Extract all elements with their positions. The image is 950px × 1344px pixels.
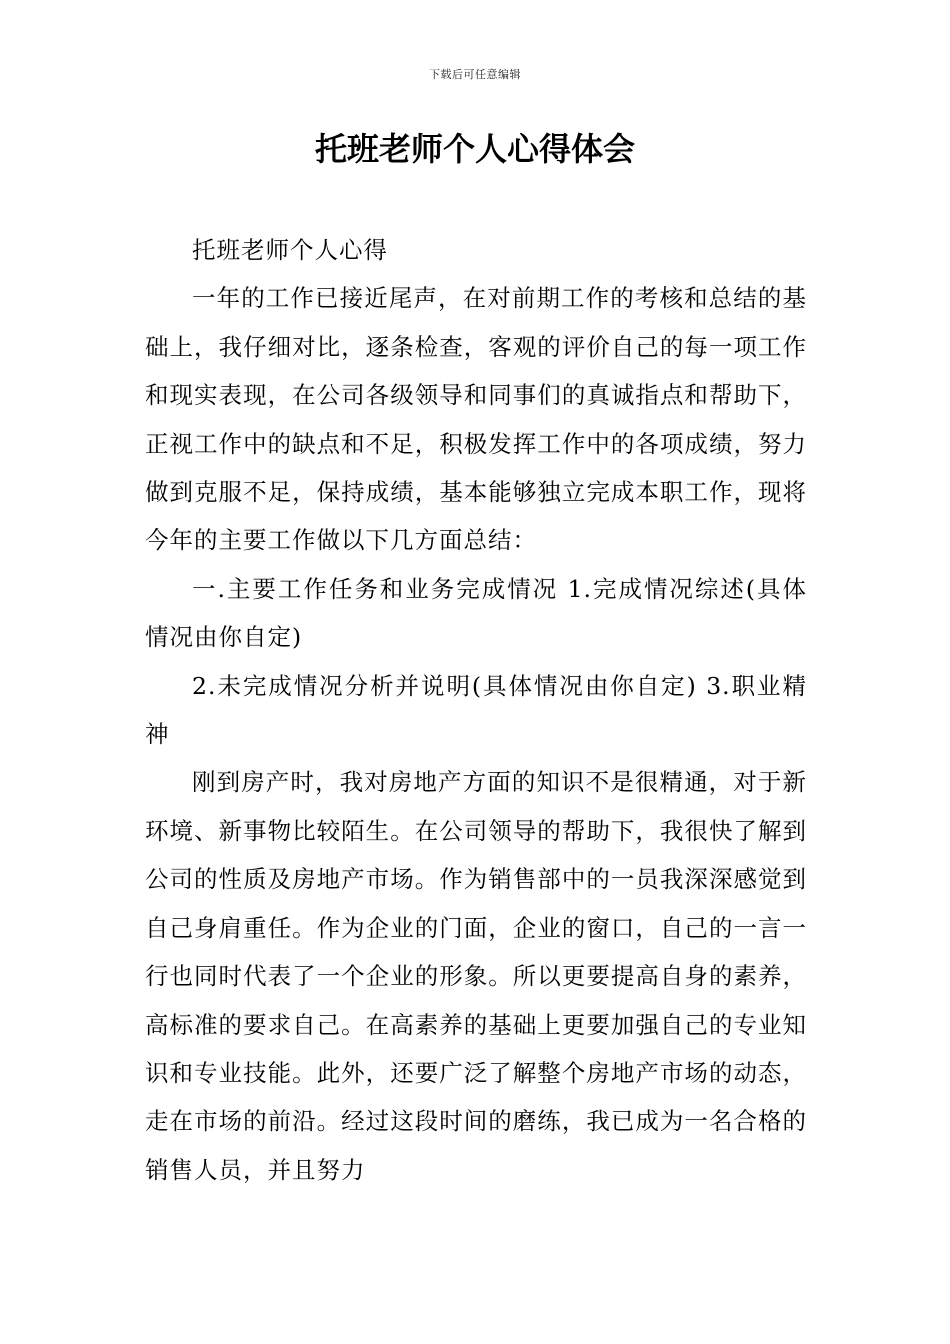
paragraph-section-two: 2.未完成情况分析并说明(具体情况由你自定) 3.职业精神: [145, 671, 807, 749]
paragraph-section-one: 一.主要工作任务和业务完成情况 1.完成情况综述(具体情况由你自定): [145, 574, 807, 652]
document-body: [145, 226, 807, 1194]
document-title: 托班老师个人心得体会: [314, 130, 635, 168]
header-note: 下载后可任意编辑: [429, 68, 521, 81]
paragraph-subtitle: 托班老师个人心得: [192, 236, 388, 264]
paragraph-professional-spirit: 刚到房产时，我对房地产方面的知识不是很精通，对于新环境、新事物比较陌生。在公司领导的帮助下，我很快了解到公司的性质及房地产市场。作为销售部中的一员我深深感觉到自己身肩重任。作为企业的门面，企业的窗口，自己的一言一行也同时代表了一个企业的形象。所以更要提高自身的素养，高标准的要求自己。在高素养的基础上更要加强自己的专业知识和专业技能。此外，还要广泛了解整个房地产市场的动态，走在市场的前沿。经过这段时间的磨练，我已成为一名合格的销售人员，并且努力: [145, 768, 807, 1184]
paragraph-intro: 一年的工作已接近尾声，在对前期工作的考核和总结的基础上，我仔细对比，逐条检查，客观的评价自己的每一项工作和现实表现，在公司各级领导和同事们的真诚指点和帮助下，正视工作中的缺点和不足，积极发挥工作中的各项成绩，努力做到克服不足，保持成绩，基本能够独立完成本职工作，现将今年的主要工作做以下几方面总结：: [145, 284, 807, 555]
